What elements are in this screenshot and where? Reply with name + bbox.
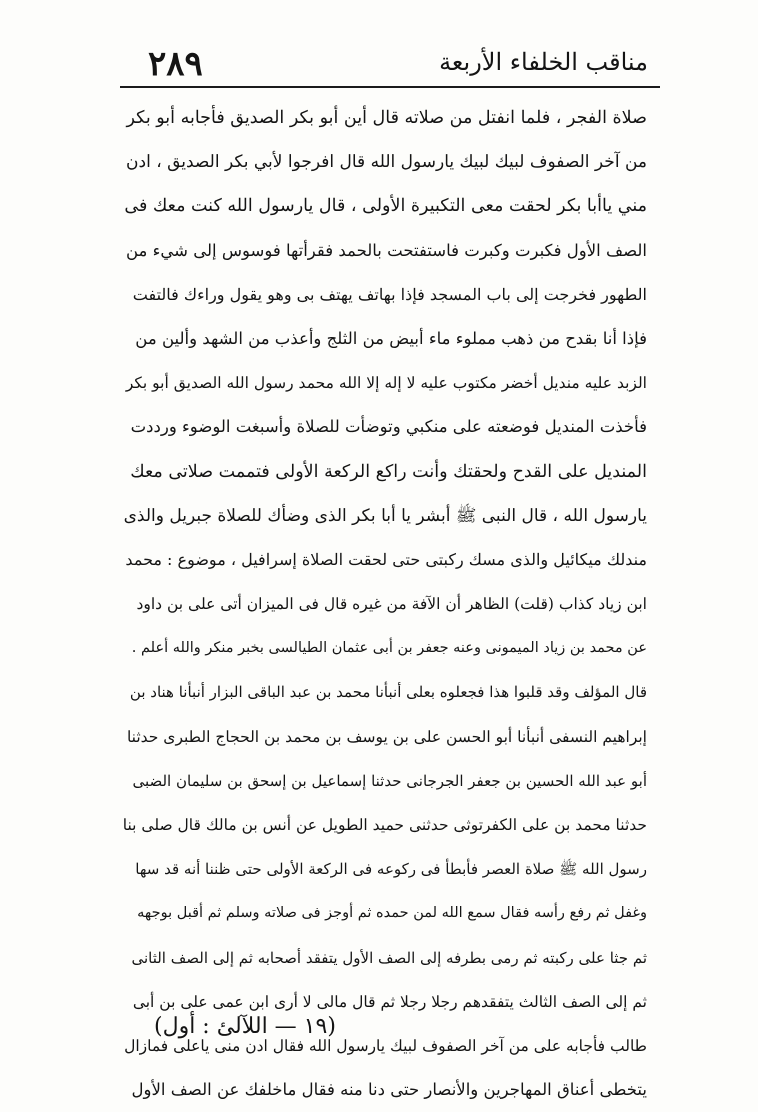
text-line: المنديل على القدح ولحقتك وأنت راكع الركعة الأولى فتممت صلاتى معك (130, 461, 647, 482)
text-line: فأخذت المنديل فوضعته على منكبي وتوضأت للصلاة وأسبغت الوضوء ورددت (130, 417, 647, 437)
text-line: مندلك ميكائيل والذى مسك ركبتى حتى لحقت الصلاة إسرافيل ، موضوع : محمد (125, 549, 647, 569)
header-rule (120, 86, 660, 88)
signature-mark: (١٩ — اللآلئ : أول) (154, 1014, 336, 1039)
text-line: عن محمد بن زياد الميمونى وعنه جعفر بن أبى عثمان الطيالسى بخبر منكر والله أعلم . (131, 640, 647, 657)
text-line: ابن زياد كذاب (قلت) الظاهر أن الآفة من غيره قال فى الميزان أتى على بن داود (136, 595, 647, 614)
page-header (118, 44, 648, 84)
text-line: طالب فأجابه على من آخر الصفوف لبيك يارسول الله فقال ادن منى ياعلى فمازال (124, 1036, 647, 1055)
text-line: يتخطى أعناق المهاجرين والأنصار حتى دنا منه فقال ماخلفك عن الصف الأول (131, 1080, 647, 1100)
text-line: وغفل ثم رفع رأسه فقال سمع الله لمن حمده ثم أوجز فى صلاته وسلم ثم أقبل بوجهه (137, 905, 647, 922)
text-line: فإذا أنا بقدح من ذهب مملوء ماء أبيض من الثلج وأعذب من الشهد وألين من (135, 328, 647, 348)
text-line: الطهور فخرجت إلى باب المسجد فإذا بهاتف يهتف بى وهو يقول وراءك فالتفت (132, 284, 647, 304)
text-line: يارسول الله ، قال النبى ﷺ أبشر يا أبا بكر الذى وضأك للصلاة جبريل والذى (123, 505, 647, 526)
text-line: الزبد عليه منديل أخضر مكتوب عليه لا إله إلا الله محمد رسول الله الصديق أبو بكر (125, 374, 647, 393)
text-line: إبراهيم النسفى أنبأنا أبو الحسن على بن يوسف بن محمد بن الحجاج الطبرى حدثنا (126, 727, 647, 746)
text-line: الصف الأول فكبرت وكبرت فاستفتحت بالحمد فقرأتها فوسوس إلى شيء من (126, 240, 647, 260)
text-line: حدثنا محمد بن على الكفرتوثى حدثنى حميد الطويل عن أنس بن مالك قال صلى بنا (122, 816, 647, 834)
text-line: قال المؤلف وقد قلبوا هذا فجعلوه بعلى أنبأنا محمد بن عبد الباقى البزار أنبأنا هناد بن (129, 683, 647, 702)
page-number: ٢٨٩ (148, 44, 203, 84)
text-line: ثم جثا على ركبته ثم رمى بطرفه إلى الصف الأول يتفقد أصحابه ثم إلى الصف الثانى (131, 948, 647, 967)
body-text (122, 96, 647, 1112)
text-line: من آخر الصفوف لبيك لبيك يارسول الله قال افرجوا لأبي بكر الصديق ، ادن (126, 152, 647, 173)
text-line: مني ياأبا بكر لحقت معى التكبيرة الأولى ، قال يارسول الله كنت معك فى (124, 196, 647, 217)
text-line: أبو عبد الله الحسين بن جعفر الجرجانى حدثنا إسماعيل بن إسحق بن سليمان الضبى (132, 771, 647, 790)
text-line: رسول الله ﷺ صلاة العصر فأبطأ فى ركوعه فى الركعة الأولى حتى ظننا أنه قد سها (135, 860, 647, 879)
text-line: ثم إلى الصف الثالث يتفقدهم رجلا رجلا ثم قال مالى لا أرى ابن عمى على بن أبى (132, 992, 647, 1011)
running-title: مناقب الخلفاء الأربعة (439, 48, 648, 76)
text-line: صلاة الفجر ، فلما انفتل من صلاته قال أين أبو بكر الصديق فأجابه أبو بكر (126, 108, 647, 128)
